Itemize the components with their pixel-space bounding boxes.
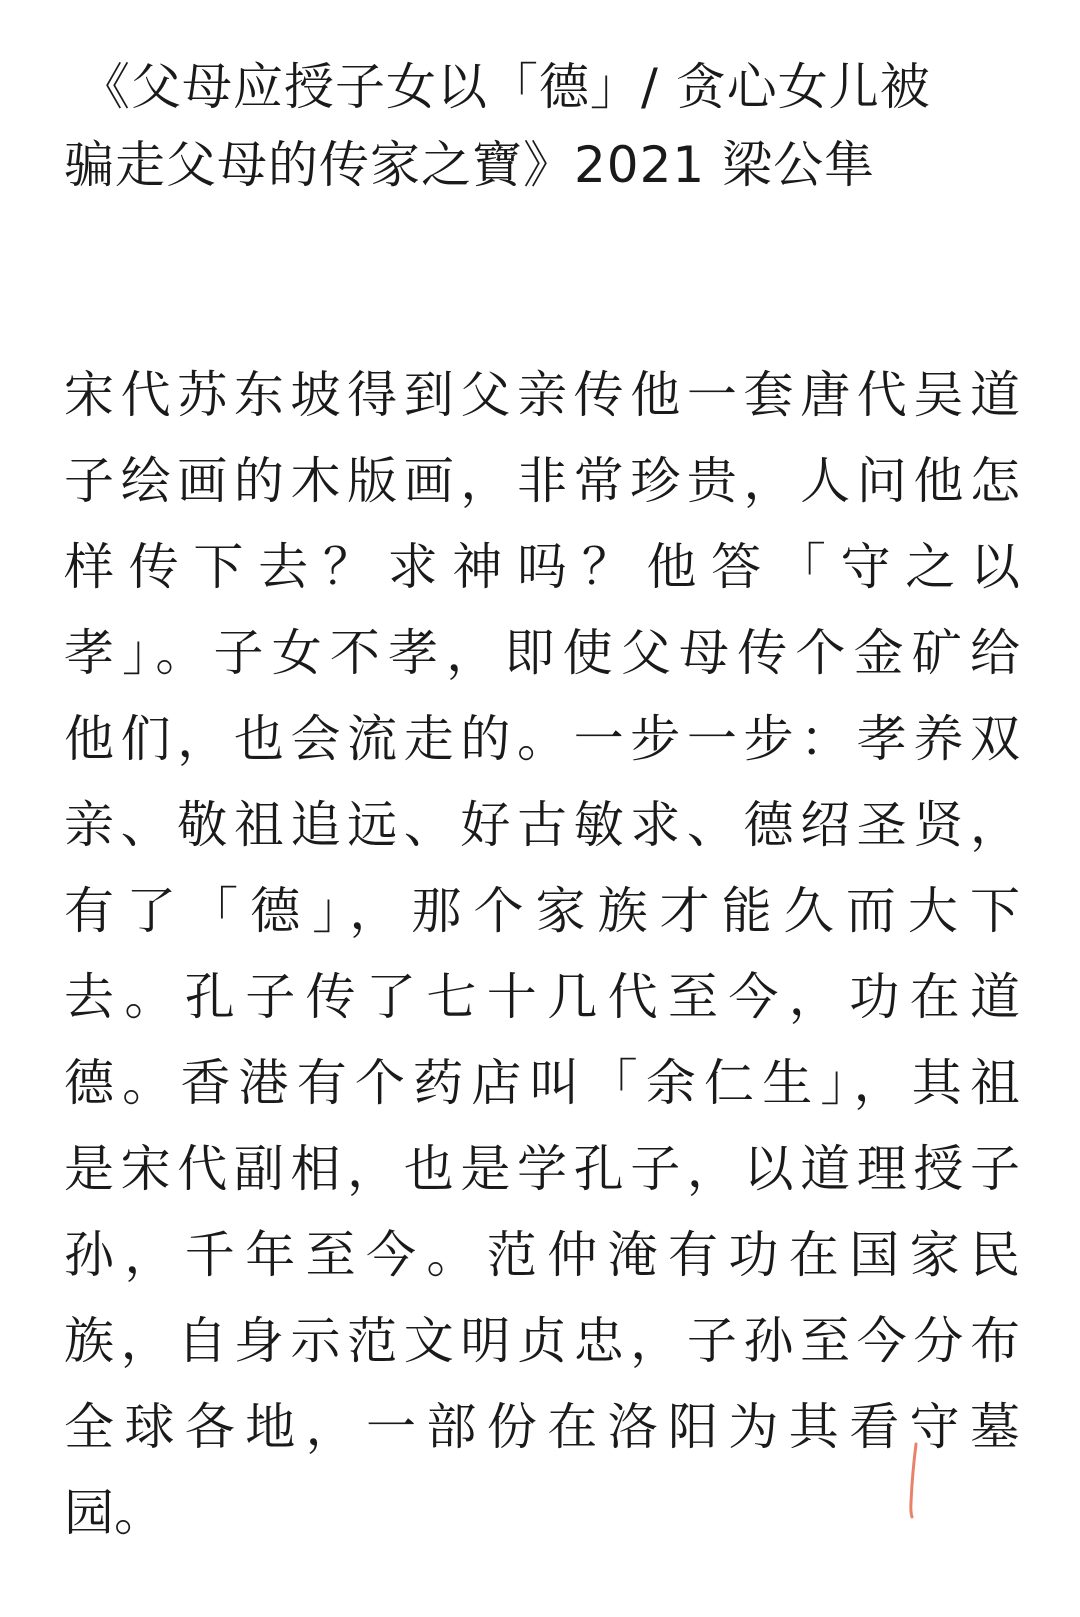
- body-line: 去。孔子传了七十几代至今，功在道: [64, 968, 1020, 1026]
- body-line: 孙，千年至今。范仲淹有功在国家民: [64, 1226, 1020, 1284]
- body-line: 他们，也会流走的。一步一步：孝养双: [64, 710, 1020, 768]
- body-line: 孝」。子女不孝，即使父母传个金矿给: [64, 624, 1020, 682]
- body-line: 族，自身示范文明贞忠，子孙至今分布: [64, 1312, 1020, 1370]
- title-line: 骗走父母的传家之寶》2021 梁公隼: [64, 136, 876, 194]
- body-line: 德。香港有个药店叫「余仁生」，其祖: [64, 1054, 1020, 1112]
- title-line: 《父母应授子女以「德」/ 贪心女儿被: [80, 58, 931, 116]
- body-line: 亲、敬祖追远、好古敏求、德绍圣贤，: [64, 796, 1020, 854]
- pen-stroke-mark: [898, 1440, 928, 1520]
- body-line: 是宋代副相，也是学孔子，以道理授子: [64, 1140, 1020, 1198]
- body-line: 宋代苏东坡得到父亲传他一套唐代吴道: [64, 366, 1020, 424]
- article-body: [64, 352, 1020, 1556]
- body-line: 园。: [64, 1484, 164, 1542]
- body-line: 全球各地，一部份在洛阳为其看守墓: [64, 1398, 1020, 1456]
- body-line: 子绘画的木版画，非常珍贵，人问他怎: [64, 452, 1020, 510]
- body-line: 样传下去？求神吗？他答「守之以: [64, 538, 1020, 596]
- article-title: [64, 48, 1020, 204]
- article: [64, 48, 1020, 1556]
- body-line: 有了「德」，那个家族才能久而大下: [64, 882, 1020, 940]
